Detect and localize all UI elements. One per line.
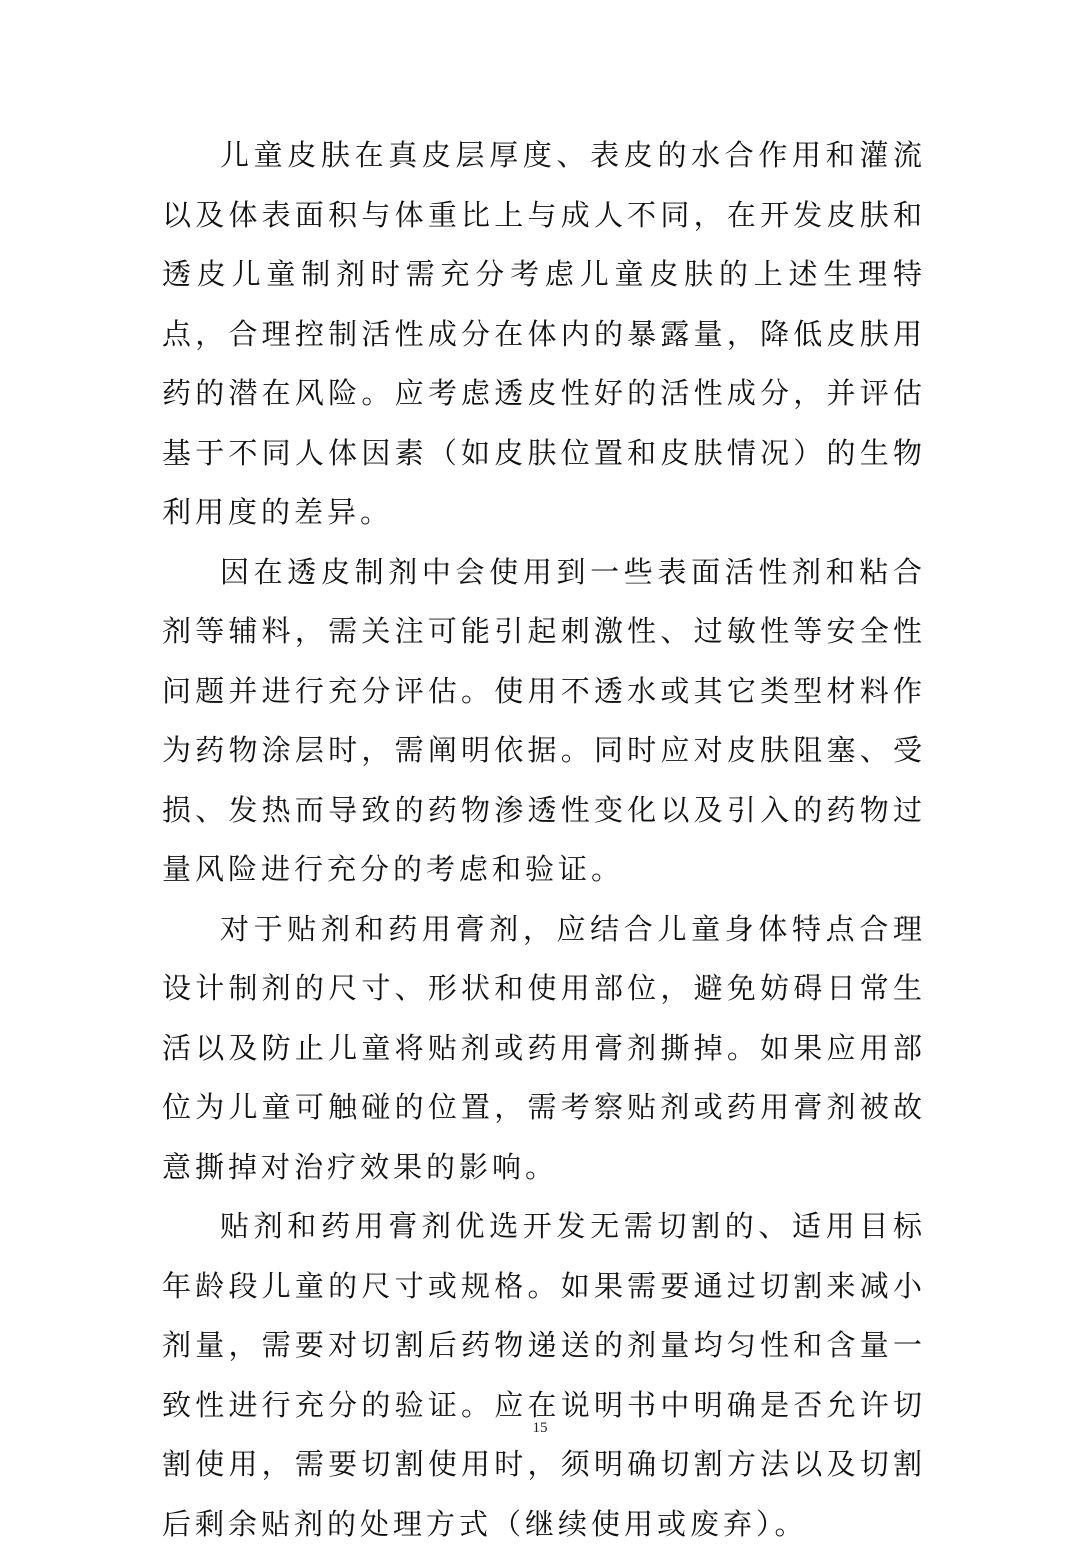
- paragraph-4: 贴剂和药用膏剂优选开发无需切割的、适用目标年龄段儿童的尺寸或规格。如果需要通过切割来减小剂量，需要对切割后药物递送的剂量均匀性和含量一致性进行充分的验证。应在说明书中明确是否允许切割使用，需要切割使用时，须明确切割方法以及切割后剩余贴剂的处理方式（继续使用或废弃）。: [162, 1209, 926, 1541]
- paragraph-3: 对于贴剂和药用膏剂，应结合儿童身体特点合理设计制剂的尺寸、形状和使用部位，避免妨碍日常生活以及防止儿童将贴剂或药用膏剂撕掉。如果应用部位为儿童可触碰的位置，需考察贴剂或药用膏剂被故意撕掉对治疗效果的影响。: [162, 911, 926, 1184]
- document-body: [162, 126, 926, 1554]
- page-number: 15: [532, 1420, 548, 1436]
- paragraph-1: 儿童皮肤在真皮层厚度、表皮的水合作用和灌流以及体表面积与体重比上与成人不同，在开发皮肤和透皮儿童制剂时需充分考虑儿童皮肤的上述生理特点，合理控制活性成分在体内的暴露量，降低皮肤用药的潜在风险。应考虑透皮性好的活性成分，并评估基于不同人体因素（如皮肤位置和皮肤情况）的生物利用度的差异。: [162, 138, 926, 529]
- paragraph-2: 因在透皮制剂中会使用到一些表面活性剂和粘合剂等辅料，需关注可能引起刺激性、过敏性等安全性问题并进行充分评估。使用不透水或其它类型材料作为药物涂层时，需阐明依据。同时应对皮肤阻塞、受损、发热而导致的药物渗透性变化以及引入的药物过量风险进行充分的考虑和验证。: [162, 554, 926, 886]
